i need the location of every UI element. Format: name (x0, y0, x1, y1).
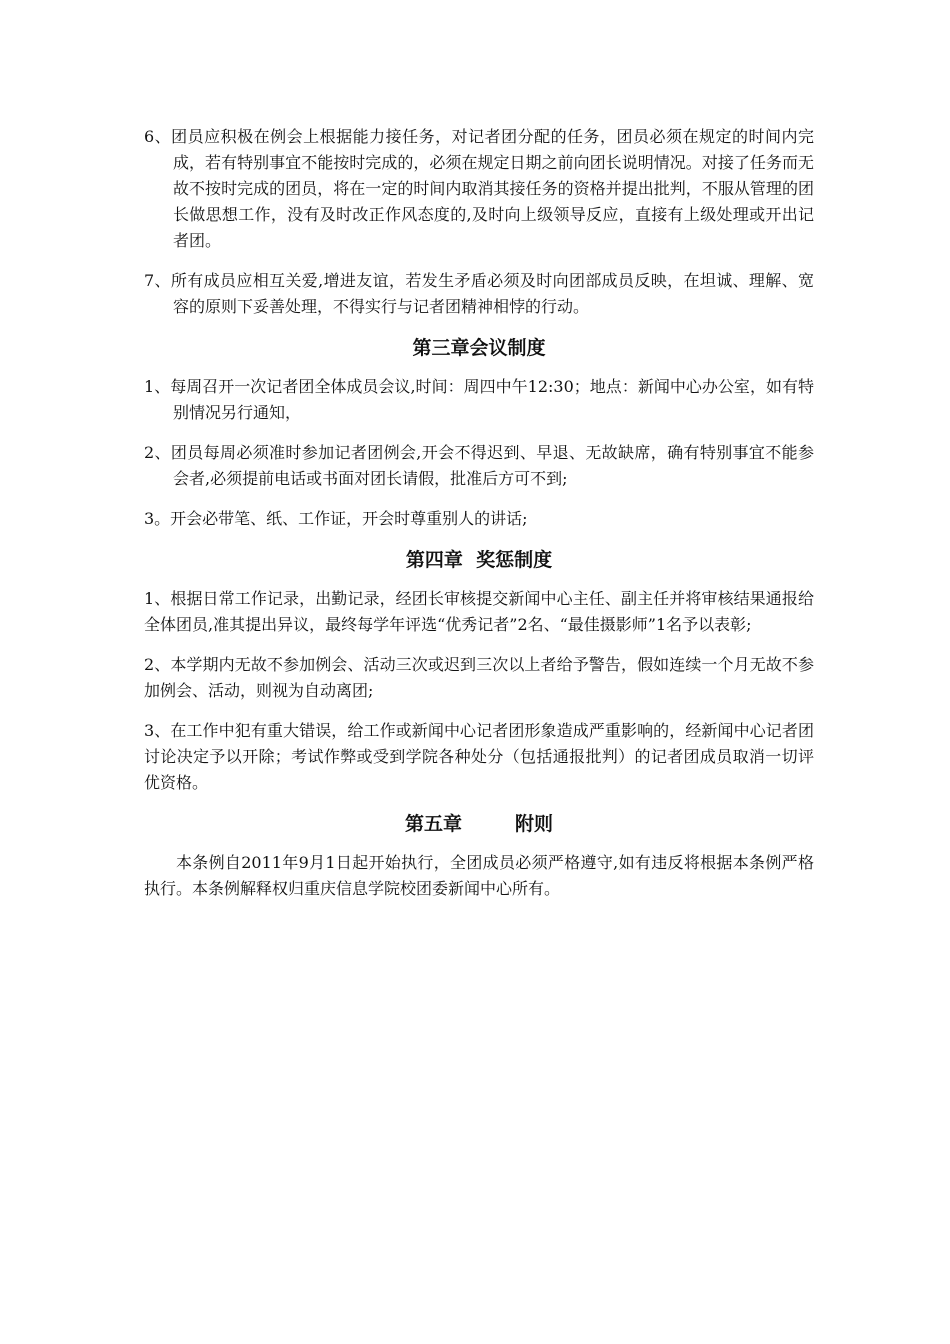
reward-rule-1: 1、根据日常工作记录，出勤记录，经团长审核提交新闻中心主任、副主任并将审核结果通报给全体团员,准其提出异议，最终每学年评选“优秀记者”2名、“最佳摄影师”1名予以表彰; (144, 589, 814, 634)
rule-item-7: 7、所有成员应相互关爱,增进友谊，若发生矛盾必须及时向团部成员反映，在坦诚、理解、宽容的原则下妥善处理，不得实行与记者团精神相悖的行动。 (144, 271, 814, 316)
meeting-rule-1: 1、每周召开一次记者团全体成员会议,时间：周四中午12:30；地点：新闻中心办公室，如有特别情况另行通知， (144, 377, 814, 422)
chapter-4-heading: 第四章 奖惩制度 (405, 549, 553, 571)
meeting-rule-2: 2、团员每周必须准时参加记者团例会,开会不得迟到、早退、无故缺席，确有特别事宜不能参会者,必须提前电话或书面对团长请假，批准后方可不到; (144, 443, 814, 488)
reward-rule-2: 2、本学期内无故不参加例会、活动三次或迟到三次以上者给予警告，假如连续一个月无故不参加例会、活动，则视为自动离团; (144, 655, 814, 700)
chapter-3-heading: 第三章会议制度 (412, 337, 546, 359)
chapter-5-heading: 第五章 附则 (405, 813, 553, 835)
meeting-rule-3: 3。开会必带笔、纸、工作证，开会时尊重别人的讲话; (144, 509, 528, 528)
reward-rule-3: 3、在工作中犯有重大错误，给工作或新闻中心记者团形象造成严重影响的，经新闻中心记者团讨论决定予以开除；考试作弊或受到学院各种处分（包括通报批判）的记者团成员取消一切评优资格。 (144, 721, 814, 792)
supplementary-provisions: 本条例自2011年9月1日起开始执行，全团成员必须严格遵守,如有违反将根据本条例严格执行。本条例解释权归重庆信息学院校团委新闻中心所有。 (144, 853, 814, 898)
rule-item-6: 6、团员应积极在例会上根据能力接任务，对记者团分配的任务，团员必须在规定的时间内完成，若有特别事宜不能按时完成的，必须在规定日期之前向团长说明情况。对接了任务而无故不按时完成的团员，将在一定的时间内取消其接任务的资格并提出批判，不服从管理的团长做思想工作，没有及时改正作风态度的,及时向上级领导反应，直接有上级处理或开出记者团。 (144, 127, 814, 250)
document-body (144, 124, 814, 916)
